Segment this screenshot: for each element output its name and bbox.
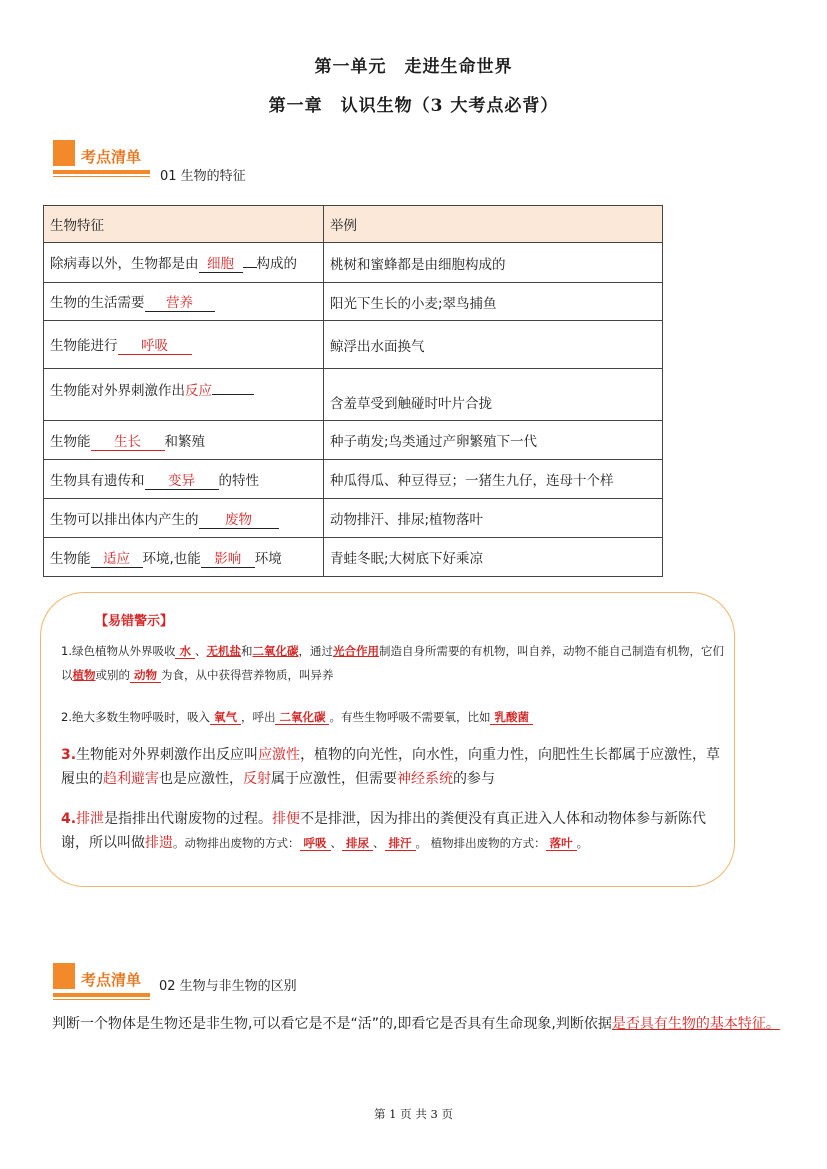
table-header-row	[44, 206, 663, 243]
heading-underline	[53, 993, 150, 997]
feature-cell: 生物可以排出体内产生的 废物	[44, 499, 324, 538]
warning-title: 【易错警示】	[95, 614, 174, 629]
feature-cell: 生物的生活需要 营养	[44, 283, 324, 321]
answer-blank: 营养	[145, 291, 215, 312]
heading-underline-thin	[53, 999, 150, 1000]
heading-underline-thin	[53, 176, 150, 177]
answer-blank: 影响	[201, 547, 255, 568]
example-cell: 青蛙冬眠;大树底下好乘凉	[324, 538, 663, 577]
section1-label: 考点清单	[81, 148, 142, 166]
section2-label: 考点清单	[81, 971, 142, 989]
features-table	[43, 205, 663, 577]
table-header-example: 举例	[324, 206, 663, 243]
example-cell: 阳光下生长的小麦;翠鸟捕鱼	[324, 283, 663, 321]
heading-underline	[53, 170, 150, 174]
key-criterion: 是否具有生物的基本特征。	[611, 1016, 780, 1032]
example-cell: 鲸浮出水面换气	[324, 321, 663, 369]
answer-blank: 变异	[145, 469, 219, 490]
feature-cell: 生物能进行 呼吸	[44, 321, 324, 369]
answer-blank: 反应	[185, 383, 212, 399]
example-cell: 动物排汗、排尿;植物落叶	[324, 499, 663, 538]
warning-point-4: 4.排泄是指排出代谢废物的过程。排便不是排泄，因为排出的粪便没有真正进入人体和动物体参与新陈代谢，所以叫做排遗。动物排出废物的方式： 呼吸 、 排尿 、 排汗 。 植物排出废物的方式： 落叶 。	[61, 811, 707, 851]
answer-blank: 细胞	[199, 252, 243, 273]
unit-title: 第一单元 走进生命世界	[314, 57, 513, 77]
feature-cell: 生物能对外界刺激作出反应	[44, 369, 324, 421]
section1-subtitle: 01 生物的特征	[160, 169, 246, 184]
orange-square-icon	[53, 140, 75, 166]
example-cell: 桃树和蜜蜂都是由细胞构成的	[324, 243, 663, 283]
answer-blank: 适应	[91, 547, 143, 568]
feature-cell: 生物能 适应 环境,也能 影响 环境	[44, 538, 324, 577]
table-row	[44, 321, 663, 369]
example-cell: 含羞草受到触碰时叶片合拢	[324, 369, 663, 421]
table-row	[44, 499, 663, 538]
warning-point-1: 1.绿色植物从外界吸收 水 、无机盐和二氧化碳，通过光合作用制造自身所需要的有机物，叫自养，动物不能自己制造有机物，它们以植物或别的 动物 为食，从中获得营养物质，叫异养	[61, 644, 724, 682]
example-cell: 种子萌发;鸟类通过产卵繁殖下一代	[324, 421, 663, 460]
page-footer: 第 1 页 共 3 页	[374, 1107, 453, 1121]
table-row	[44, 243, 663, 283]
table-header-feature: 生物特征	[44, 206, 324, 243]
feature-cell: 除病毒以外，生物都是由 细胞 构成的	[44, 243, 324, 283]
section2-subtitle: 02 生物与非生物的区别	[159, 979, 297, 994]
table-row	[44, 421, 663, 460]
feature-cell: 生物具有遗传和 变异 的特性	[44, 460, 324, 499]
answer-blank: 呼吸	[118, 334, 192, 355]
table-row	[44, 283, 663, 321]
orange-square-icon	[53, 963, 75, 989]
example-cell: 种瓜得瓜、种豆得豆；一猪生九仔，连母十个样	[324, 460, 663, 499]
warning-point-2: 2.绝大多数生物呼吸时，吸入 氧气 ，呼出 二氧化碳 。有些生物呼吸不需要氧，比如 乳酸菌	[61, 705, 726, 729]
table-row	[44, 538, 663, 577]
section2-paragraph: 判断一个物体是生物还是非生物,可以看它是不是“活”的,即看它是否具有生命现象,判断依据是否具有生物的基本特征。	[52, 1016, 780, 1032]
table-row	[44, 460, 663, 499]
warning-point-3: 3.生物能对外界刺激作出反应叫应激性，植物的向光性，向水性，向重力性，向肥性生长都属于应激性，草履虫的趋利避害也是应激性，反射属于应激性，但需要神经系统的参与	[61, 747, 721, 787]
table-row	[44, 369, 663, 421]
answer-blank: 废物	[199, 508, 279, 529]
feature-cell: 生物能 生长 和繁殖	[44, 421, 324, 460]
chapter-title: 第一章 认识生物（3 大考点必背）	[268, 96, 559, 116]
warning-box	[40, 592, 735, 887]
answer-blank: 生长	[91, 430, 165, 451]
